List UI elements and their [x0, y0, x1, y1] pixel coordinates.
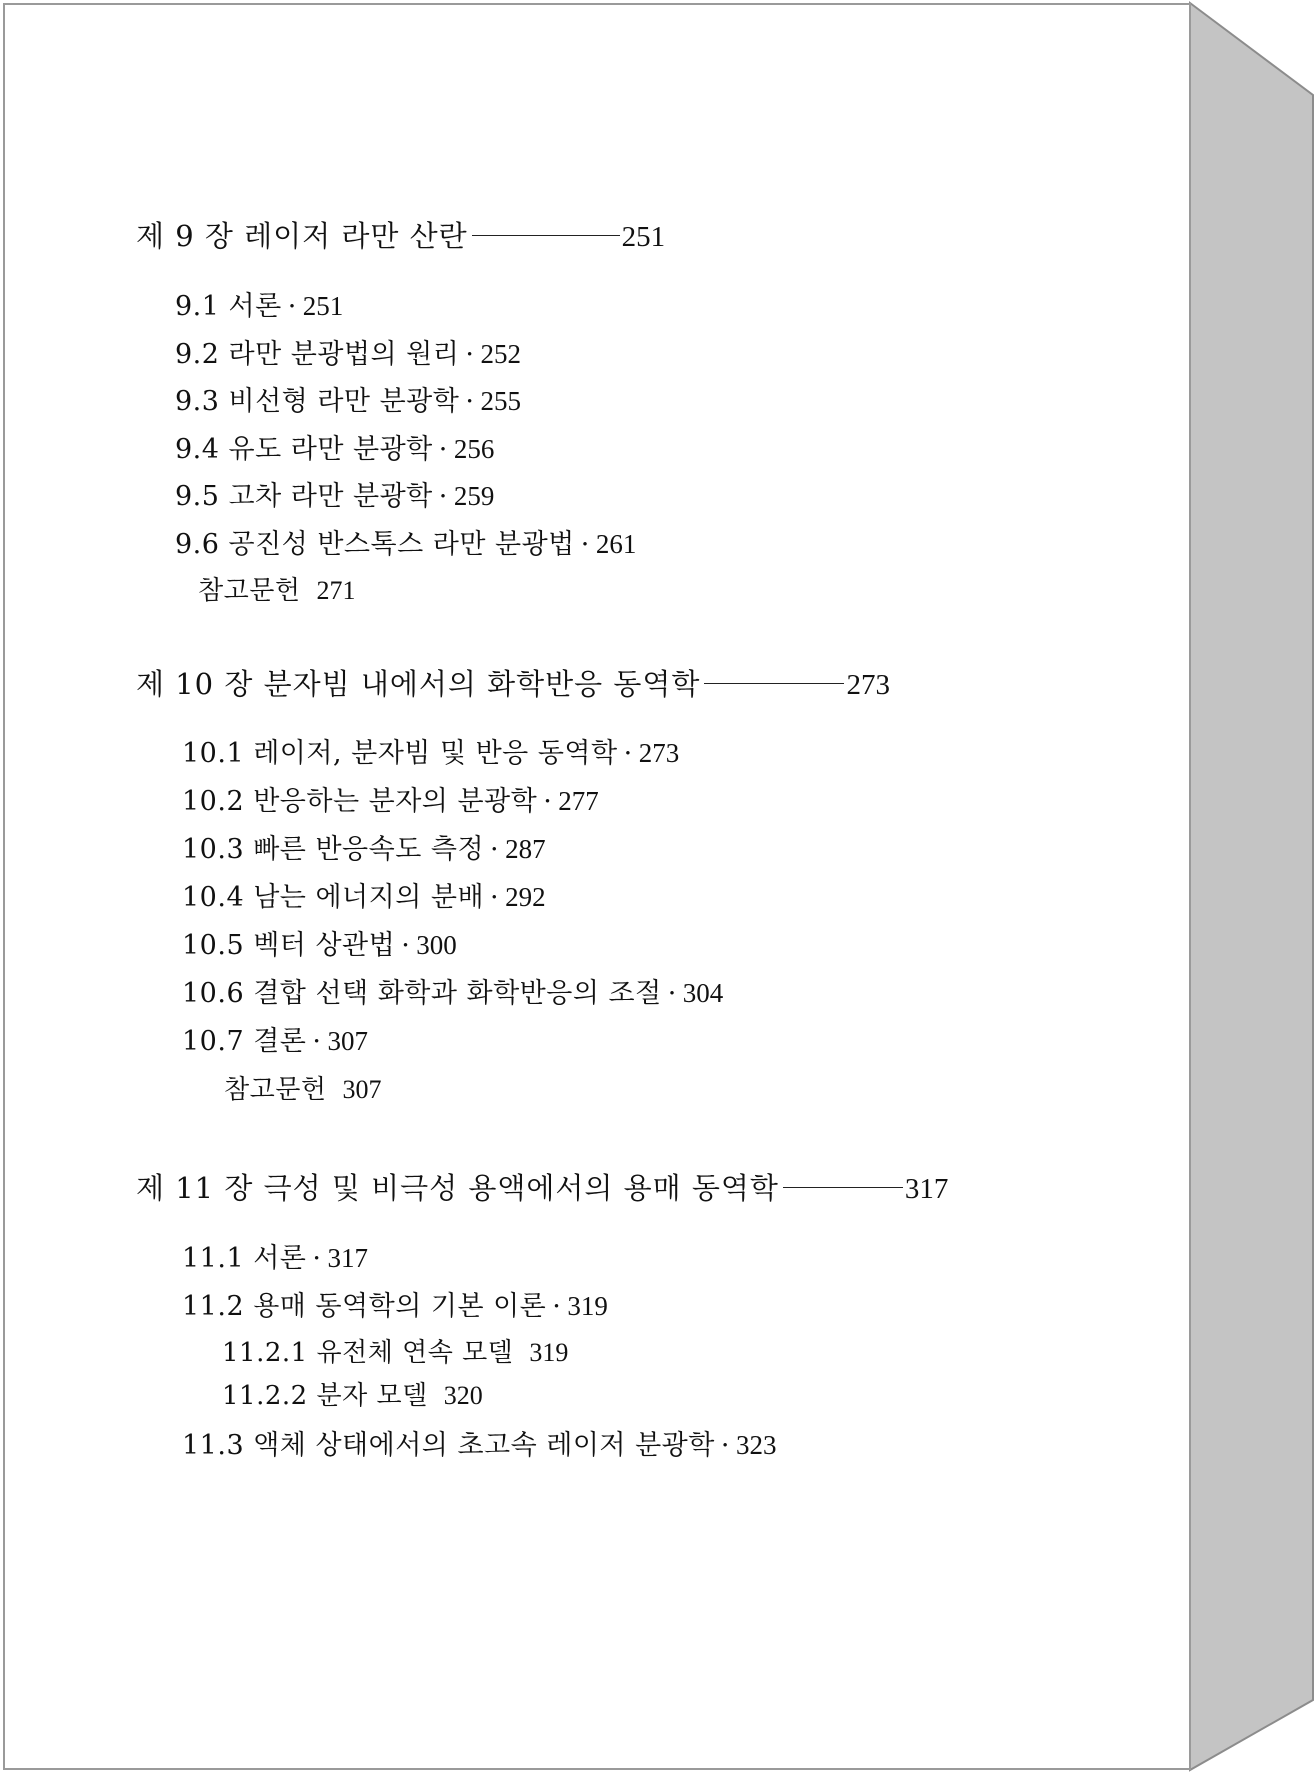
chapter-page: 317 [904, 1173, 949, 1205]
subsection-page: 319 [529, 1338, 569, 1367]
section-page: 259 [453, 481, 495, 511]
separator-dot: · [667, 978, 677, 1009]
section-page: 287 [505, 834, 546, 864]
toc-entry [182, 740, 679, 767]
subsection-label: 11.2.1 유전체 연속 모델 [222, 1338, 514, 1368]
references-entry [224, 1077, 381, 1103]
section-page: 319 [567, 1291, 608, 1321]
references-entry [198, 578, 355, 604]
section-label: 11.1 서론 [182, 1243, 307, 1274]
toc-entry [182, 836, 546, 863]
section-page: 317 [327, 1243, 368, 1273]
toc-entry [182, 788, 599, 815]
references-label: 참고문헌 [198, 576, 301, 606]
section-page: 261 [595, 529, 637, 559]
section-page: 323 [735, 1430, 777, 1460]
leader-line [472, 235, 620, 236]
separator-dot: · [465, 339, 475, 370]
section-label: 10.6 결합 선택 화학과 화학반응의 조절 [182, 978, 662, 1009]
separator-dot: · [490, 882, 500, 913]
chapter-title: 제 9 장 레이저 라만 산란 [136, 219, 468, 253]
section-label: 9.1 서론 [175, 291, 282, 322]
separator-dot: · [580, 529, 590, 560]
separator-dot: · [720, 1430, 730, 1461]
toc-entry [175, 436, 494, 463]
section-page: 304 [682, 978, 724, 1008]
chapter-title: 제 10 장 분자빔 내에서의 화학반응 동역학 [136, 667, 701, 701]
separator-dot: · [312, 1243, 322, 1274]
chapter-page: 251 [621, 221, 666, 253]
separator-dot: · [543, 786, 553, 817]
section-label: 9.3 비선형 라만 분광학 [175, 386, 460, 417]
separator-dot: · [438, 434, 448, 465]
section-label: 11.2 용매 동역학의 기본 이론 [182, 1291, 547, 1322]
separator-dot: · [623, 738, 633, 769]
references-label: 참고문헌 [224, 1075, 327, 1105]
toc-entry [182, 884, 546, 911]
separator-dot: · [465, 386, 475, 417]
separator-dot: · [552, 1291, 562, 1322]
separator-dot: · [490, 834, 500, 865]
chapter-title: 제 11 장 극성 및 비극성 용액에서의 용매 동역학 [136, 1171, 779, 1205]
separator-dot: · [401, 930, 411, 961]
chapter-heading [136, 667, 890, 701]
toc-entry [182, 1028, 368, 1055]
chapter-heading [136, 219, 666, 253]
section-label: 10.2 반응하는 분자의 분광학 [182, 786, 538, 817]
section-label: 9.4 유도 라만 분광학 [175, 434, 433, 465]
section-label: 9.5 고차 라만 분광학 [175, 481, 433, 512]
toc-entry [175, 531, 636, 558]
section-page: 252 [480, 339, 521, 369]
chapter-heading [136, 1171, 949, 1205]
references-page: 307 [342, 1075, 382, 1104]
toc-entry [175, 341, 521, 368]
subsection-label: 11.2.2 분자 모델 [222, 1381, 428, 1411]
section-page: 300 [416, 930, 457, 960]
section-page: 277 [558, 786, 599, 816]
separator-dot: · [287, 291, 297, 322]
section-label: 10.4 남는 에너지의 분배 [182, 882, 485, 913]
toc-entry [182, 980, 723, 1007]
section-page: 255 [480, 386, 521, 416]
section-label: 11.3 액체 상태에서의 초고속 레이저 분광학 [182, 1430, 715, 1461]
chapter-page: 273 [846, 669, 890, 701]
subsection-page: 320 [443, 1381, 483, 1410]
section-page: 273 [638, 738, 680, 768]
toc-entry [182, 1432, 776, 1459]
leader-line [783, 1187, 903, 1188]
toc-entry [175, 293, 343, 320]
toc-entry [175, 483, 494, 510]
section-label: 10.7 결론 [182, 1026, 307, 1057]
section-page: 251 [302, 291, 344, 321]
section-page: 292 [505, 882, 546, 912]
toc-entry [182, 1293, 608, 1320]
section-page: 307 [327, 1026, 368, 1056]
toc-entry [182, 932, 457, 959]
references-page: 271 [316, 576, 356, 605]
section-label: 10.5 벡터 상관법 [182, 930, 396, 961]
subsection-entry [222, 1383, 483, 1409]
section-label: 10.3 빠른 반응속도 측정 [182, 834, 485, 865]
subsection-entry [222, 1340, 568, 1366]
section-label: 9.2 라만 분광법의 원리 [175, 339, 460, 370]
separator-dot: · [438, 481, 448, 512]
section-label: 9.6 공진성 반스톡스 라만 분광법 [175, 529, 575, 560]
separator-dot: · [312, 1026, 322, 1057]
section-page: 256 [453, 434, 495, 464]
toc-entry [182, 1245, 368, 1272]
toc-entry [175, 388, 521, 415]
section-label: 10.1 레이저, 분자빔 및 반응 동역학 [182, 738, 618, 769]
leader-line [704, 683, 844, 684]
